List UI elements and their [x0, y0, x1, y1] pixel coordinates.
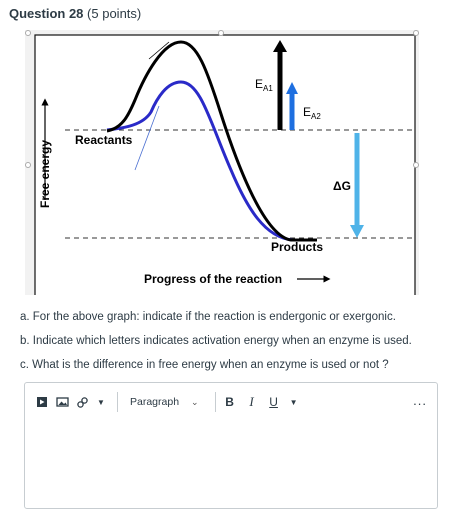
resize-handle[interactable]: [414, 31, 419, 36]
underline-button[interactable]: U: [269, 395, 278, 409]
rich-text-editor[interactable]: [24, 382, 438, 509]
media-icon[interactable]: [35, 392, 49, 412]
editor-toolbar: [25, 383, 437, 421]
energy-diagram-image: [25, 30, 419, 295]
image-icon[interactable]: [55, 392, 69, 412]
y-axis-label: Free energy: [38, 139, 52, 208]
paragraph-select[interactable]: [124, 392, 205, 412]
format-dropdown-chevron-icon[interactable]: ▼: [289, 397, 298, 407]
toolbar-divider: [117, 392, 118, 412]
energy-diagram: [25, 30, 419, 295]
products-label: Products: [271, 240, 324, 254]
question-number: Question 28: [9, 6, 84, 21]
resize-handle[interactable]: [219, 31, 224, 36]
question-part-b: b. Indicate which letters indicates activation energy when an enzyme is used.: [20, 335, 412, 347]
chevron-down-icon: ⌄: [191, 396, 199, 407]
ea2-label: E: [303, 105, 312, 119]
question-text: [20, 305, 412, 377]
link-icon[interactable]: [75, 392, 89, 412]
question-part-a: a. For the above graph: indicate if the reaction is endergonic or exergonic.: [20, 311, 396, 323]
x-axis-label: Progress of the reaction: [144, 272, 283, 286]
reactants-label: Reactants: [75, 133, 133, 147]
paragraph-select-label: Paragraph: [130, 396, 180, 408]
delta-g-label: ΔG: [333, 179, 351, 193]
resize-handle[interactable]: [26, 31, 31, 36]
bold-button[interactable]: B: [225, 395, 234, 409]
more-options-button[interactable]: ...: [413, 393, 427, 408]
ea1-label: E: [255, 77, 264, 91]
ea1-subscript: A1: [263, 84, 273, 93]
question-points: (5 points): [87, 6, 142, 21]
toolbar-divider: [215, 392, 216, 412]
ea2-subscript: A2: [311, 112, 321, 121]
italic-button[interactable]: I: [249, 394, 254, 409]
question-part-c: c. What is the difference in free energy when an enzyme is used or not ?: [20, 359, 389, 371]
resize-handle[interactable]: [414, 163, 419, 168]
question-header: [9, 6, 141, 21]
resize-handle[interactable]: [26, 163, 31, 168]
insert-dropdown-chevron-icon[interactable]: ▼: [97, 397, 105, 407]
